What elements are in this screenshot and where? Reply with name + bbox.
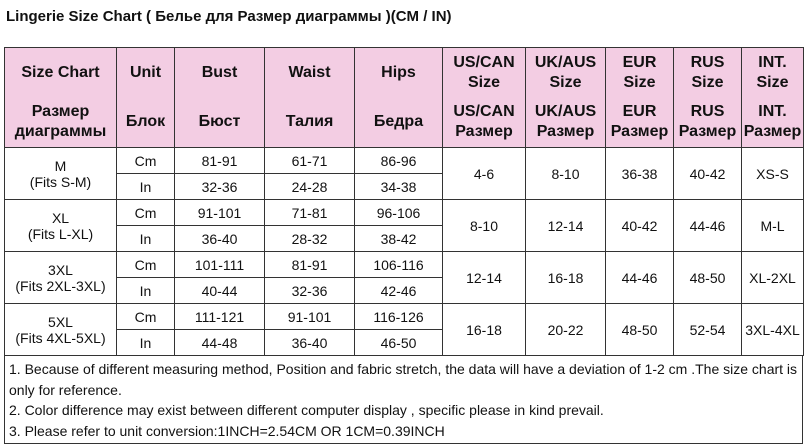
hips-cell: 116-126 <box>355 304 443 330</box>
int-cell: XS-S <box>742 148 804 200</box>
hips-cell: 42-46 <box>355 278 443 304</box>
uk-aus-cell: 12-14 <box>526 200 606 252</box>
bust-cell: 40-44 <box>175 278 265 304</box>
header-uk-aus-ru: UK/AUS Размер <box>526 98 606 148</box>
note-2: 2. Color difference may exist between different computer display , specific please in kind prevail. <box>9 402 604 418</box>
header-int: INT. Size <box>742 48 804 98</box>
bust-cell: 101-111 <box>175 252 265 278</box>
header-us-can-ru: US/CAN Размер <box>443 98 526 148</box>
header-size-chart-ru: Размер диаграммы <box>5 98 117 148</box>
uk-aus-cell: 16-18 <box>526 252 606 304</box>
uk-aus-cell: 8-10 <box>526 148 606 200</box>
rus-cell: 52-54 <box>674 304 742 356</box>
note-3: 3. Please refer to unit conversion:1INCH=2.54CM OR 1CM=0.39INCH <box>9 422 445 439</box>
hips-cell: 86-96 <box>355 148 443 174</box>
bust-cell: 111-121 <box>175 304 265 330</box>
header-hips-ru: Бедра <box>355 98 443 148</box>
waist-cell: 61-71 <box>265 148 355 174</box>
header-row-en <box>5 48 804 98</box>
int-cell: 3XL-4XL <box>742 304 804 356</box>
note-1: 1. Because of different measuring method, Position and fabric stretch, the data will have a deviation of 1-2 cm .The size chart is only for reference. <box>9 361 798 398</box>
table-row <box>5 200 804 226</box>
size-chart-table <box>4 47 804 356</box>
hips-cell: 106-116 <box>355 252 443 278</box>
bust-cell: 44-48 <box>175 330 265 356</box>
header-eur-ru: EUR Размер <box>606 98 674 148</box>
us-can-cell: 4-6 <box>443 148 526 200</box>
header-eur: EUR Size <box>606 48 674 98</box>
waist-cell: 81-91 <box>265 252 355 278</box>
us-can-cell: 16-18 <box>443 304 526 356</box>
int-cell: XL-2XL <box>742 252 804 304</box>
waist-cell: 32-36 <box>265 278 355 304</box>
unit-cell: In <box>117 226 175 252</box>
header-rus-ru: RUS Размер <box>674 98 742 148</box>
eur-cell: 40-42 <box>606 200 674 252</box>
unit-cell: In <box>117 174 175 200</box>
waist-cell: 24-28 <box>265 174 355 200</box>
header-unit: Unit <box>117 48 175 98</box>
header-size-chart: Size Chart <box>5 48 117 98</box>
us-can-cell: 8-10 <box>443 200 526 252</box>
unit-cell: Cm <box>117 252 175 278</box>
unit-cell: Cm <box>117 304 175 330</box>
header-us-can: US/CAN Size <box>443 48 526 98</box>
hips-cell: 46-50 <box>355 330 443 356</box>
rus-cell: 40-42 <box>674 148 742 200</box>
unit-cell: In <box>117 330 175 356</box>
rus-cell: 44-46 <box>674 200 742 252</box>
bust-cell: 91-101 <box>175 200 265 226</box>
eur-cell: 44-46 <box>606 252 674 304</box>
bust-cell: 32-36 <box>175 174 265 200</box>
table-row <box>5 304 804 330</box>
header-uk-aus: UK/AUS Size <box>526 48 606 98</box>
hips-cell: 38-42 <box>355 226 443 252</box>
hips-cell: 96-106 <box>355 200 443 226</box>
header-bust-ru: Бюст <box>175 98 265 148</box>
waist-cell: 28-32 <box>265 226 355 252</box>
size-label: 5XL (Fits 4XL-5XL) <box>5 304 117 356</box>
uk-aus-cell: 20-22 <box>526 304 606 356</box>
unit-cell: Cm <box>117 148 175 174</box>
bust-cell: 36-40 <box>175 226 265 252</box>
bust-cell: 81-91 <box>175 148 265 174</box>
waist-cell: 36-40 <box>265 330 355 356</box>
waist-cell: 71-81 <box>265 200 355 226</box>
unit-cell: Cm <box>117 200 175 226</box>
header-bust: Bust <box>175 48 265 98</box>
page-title: Lingerie Size Chart ( Белье для Размер диаграммы )(CM / IN) <box>6 8 452 25</box>
unit-cell: In <box>117 278 175 304</box>
int-cell: M-L <box>742 200 804 252</box>
waist-cell: 91-101 <box>265 304 355 330</box>
notes-box <box>4 355 803 444</box>
header-waist-ru: Талия <box>265 98 355 148</box>
size-label: XL (Fits L-XL) <box>5 200 117 252</box>
header-int-ru: INT. Размер <box>742 98 804 148</box>
rus-cell: 48-50 <box>674 252 742 304</box>
eur-cell: 48-50 <box>606 304 674 356</box>
header-unit-ru: Блок <box>117 98 175 148</box>
table-row <box>5 252 804 278</box>
header-waist: Waist <box>265 48 355 98</box>
header-rus: RUS Size <box>674 48 742 98</box>
eur-cell: 36-38 <box>606 148 674 200</box>
us-can-cell: 12-14 <box>443 252 526 304</box>
header-hips: Hips <box>355 48 443 98</box>
table-row <box>5 148 804 174</box>
hips-cell: 34-38 <box>355 174 443 200</box>
header-row-ru <box>5 98 804 148</box>
size-label: 3XL (Fits 2XL-3XL) <box>5 252 117 304</box>
size-label: M (Fits S-M) <box>5 148 117 200</box>
